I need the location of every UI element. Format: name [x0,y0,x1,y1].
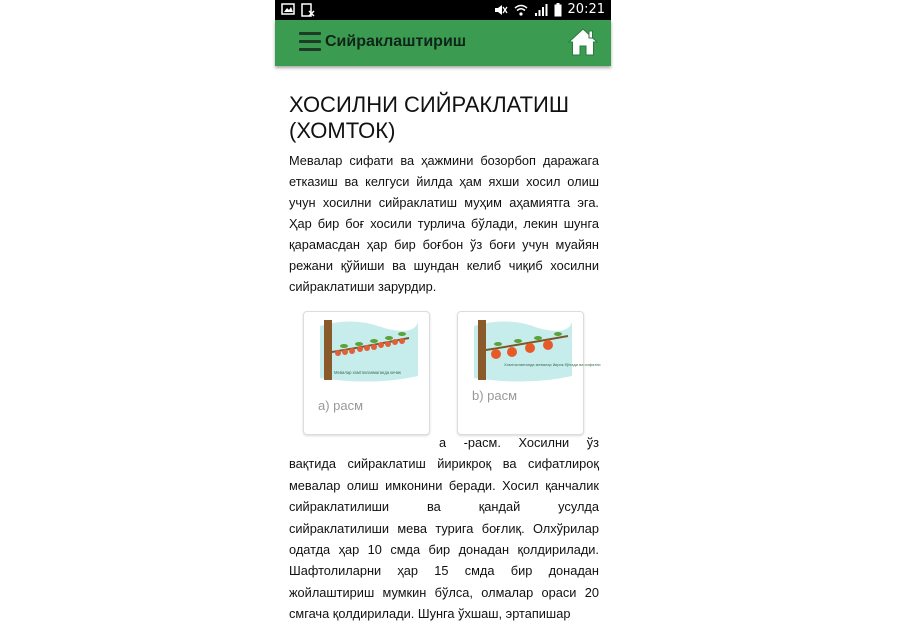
figure-a-caption: а) расм [318,398,364,413]
figure-b[interactable] [457,311,601,435]
figure-a[interactable] [303,311,430,435]
battery-icon [554,3,562,17]
figure-a-inner-text: Мевалар хомтокланмаганда кичик [334,370,401,375]
article-heading: ХОСИЛНИ СИЙРАКЛАТИШ (ХОМТОК) [289,92,570,143]
signal-icon [534,4,548,16]
x-file-icon [301,3,315,17]
app-bar [275,20,611,66]
status-right [494,2,605,17]
figure-b-inner-text: Хомтокланганда мевалар йирик бўлади ва сифатли [504,362,601,367]
tree-branch-image-a [314,316,420,386]
hamburger-icon[interactable] [299,32,321,52]
figures-row [289,305,599,445]
intro-paragraph: Мевалар сифати ва ҳажмини бозорбоп даражага етказиш ва келгуси йилда ҳам яхши хосил олиш учун хосилни сийраклатиш муҳим аҳамиятга эга. Ҳар бир боғ хосили турлича бўлади, лекин шунга қарамасдан ҳар бир боғбон ўз боғи учун муайян режани қўйиши ва шундан келиб чиқиб хосилни сийраклатиши зарурдир. [289,153,599,294]
app-title: Сийраклаштириш [325,33,467,50]
wifi-icon [514,4,528,16]
mute-icon [494,4,508,16]
home-icon[interactable] [567,26,599,58]
body-text: а -расм. Хосилни ўз вақтида сийраклатиш йирикроқ ва сифатлироқ мевалар олиш имконини беради. Хосил қанчалик сийраклатилиши ва қандай усулда сийраклатилиши мева турига боғлиқ. Олхўрилар одатда ҳар 10 смда бир донадан қолдирилади. Шафтолиларни ҳар 15 смда бир донадан жойлаштириш мумкин бўлса, олмалар ораси 20 смгача қолдирилади. Шунга ўхшаш, эртапишар [289,435,599,622]
body-paragraph [289,432,599,625]
status-bar [275,0,611,20]
status-time: 20:21 [567,2,605,17]
phone-screen [275,0,611,622]
image-icon [281,3,295,15]
figure-b-caption: b) расм [472,388,518,403]
article [289,92,599,445]
status-left [281,3,315,17]
tree-branch-image-b [468,316,601,386]
